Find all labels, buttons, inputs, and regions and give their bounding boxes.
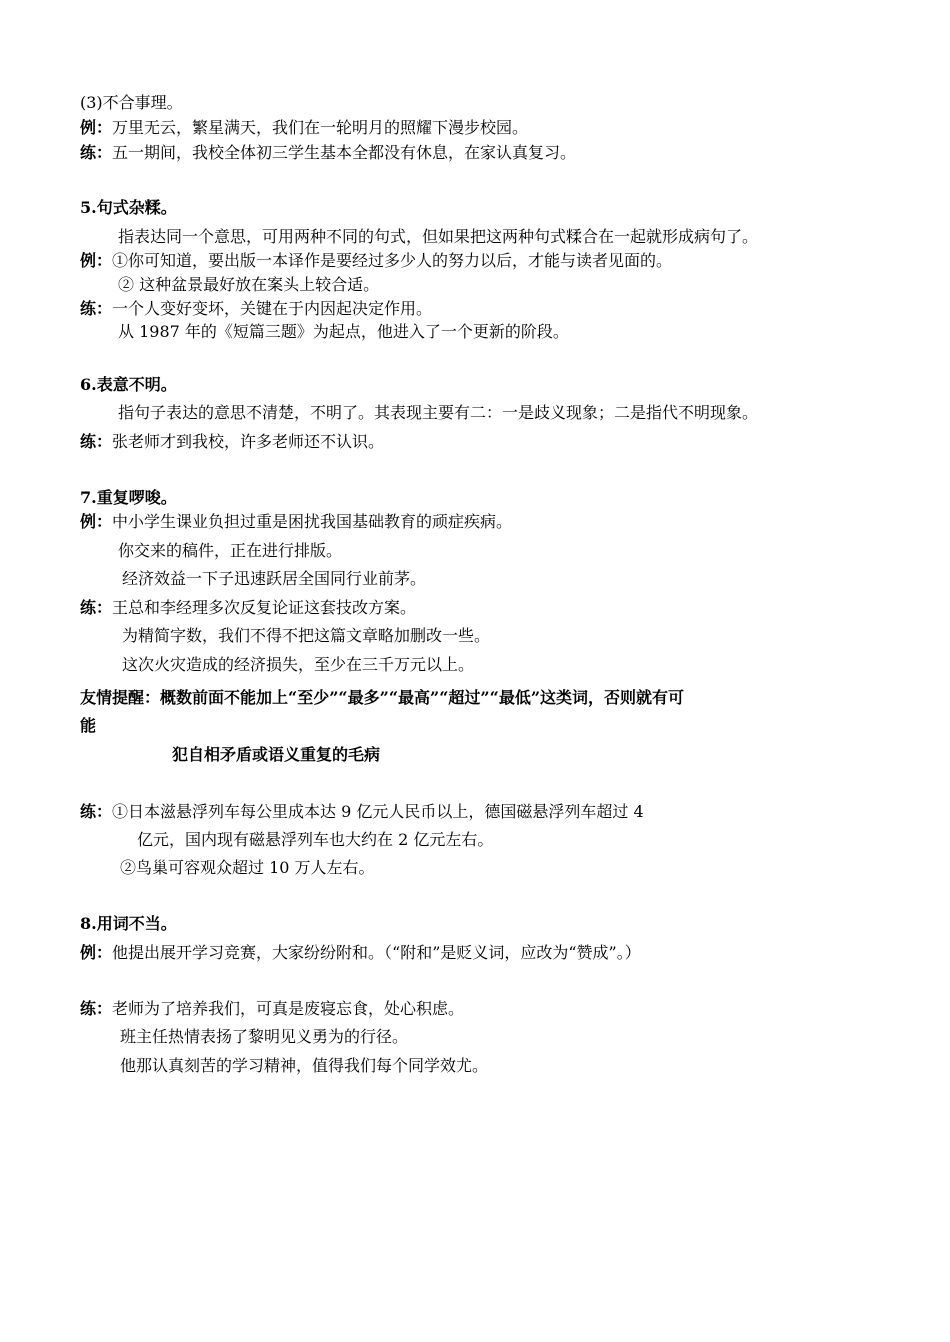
section-8-practice-2: 班主任热情表扬了黎明见义勇为的行径。 bbox=[120, 1027, 409, 1046]
example-text: 他提出展开学习竞赛，大家纷纷附和。（“附和”是贬义词，应改为“赞成”。） bbox=[112, 943, 641, 962]
item-3-heading bbox=[80, 93, 183, 113]
section-6-practice-1 bbox=[80, 432, 384, 452]
example-label: 例： bbox=[80, 118, 113, 137]
section-7-practice-5: ②鸟巢可容观众超过 10 万人左右。 bbox=[120, 858, 375, 877]
practice-text: 张老师才到我校，许多老师还不认识。 bbox=[112, 432, 385, 451]
section-8-practice-3: 他那认真刻苦的学习精神，值得我们每个同学效尤。 bbox=[120, 1056, 489, 1075]
section-5-description: 指表达同一个意思，可用两种不同的句式，但如果把这两种句式糅合在一起就形成病句了。 bbox=[118, 227, 759, 246]
example-label: 例： bbox=[80, 251, 113, 270]
practice-label: 练： bbox=[80, 143, 113, 162]
practice-text: 五一期间，我校全体初三学生基本全都没有休息，在家认真复习。 bbox=[112, 143, 577, 162]
practice-label: 练： bbox=[80, 999, 113, 1018]
section-8-example-1 bbox=[80, 943, 641, 963]
section-5-title: 5.句式杂糅。 bbox=[80, 198, 177, 217]
practice-text: 王总和李经理多次反复论证这套技改方案。 bbox=[112, 598, 417, 617]
example-text: ①你可知道，要出版一本译作是要经过多少人的努力以后，才能与读者见面的。 bbox=[112, 251, 673, 270]
section-7-title: 7.重复啰唆。 bbox=[80, 488, 177, 507]
practice-label: 练： bbox=[80, 802, 113, 821]
section-7-example-2: 你交来的稿件，正在进行排版。 bbox=[118, 541, 343, 560]
practice-label: 练： bbox=[80, 598, 113, 617]
section-6-title: 6.表意不明。 bbox=[80, 375, 177, 394]
example-text: 中小学生课业负担过重是困扰我国基础教育的顽症疾病。 bbox=[112, 512, 513, 531]
section-8-title: 8.用词不当。 bbox=[80, 914, 177, 933]
section-7-example-1 bbox=[80, 512, 512, 532]
section-6-description: 指句子表达的意思不清楚，不明了。其表现主要有二：一是歧义现象；二是指代不明现象。 bbox=[118, 403, 759, 422]
section-7-practice-3: 这次火灾造成的经济损失，至少在三千万元以上。 bbox=[122, 655, 475, 674]
text: (3)不合事理。 bbox=[80, 93, 183, 112]
practice-text: ①日本滋悬浮列车每公里成本达 9 亿元人民币以上，德国磁悬浮列车超过 4 bbox=[112, 802, 644, 821]
practice-line bbox=[80, 143, 576, 163]
example-text: 万里无云，繁星满天，我们在一轮明月的照耀下漫步校园。 bbox=[112, 118, 529, 137]
example-label: 例： bbox=[80, 943, 113, 962]
section-7-practice-1 bbox=[80, 598, 416, 618]
practice-label: 练： bbox=[80, 299, 113, 318]
practice-text: 一个人变好变坏，关键在于内因起决定作用。 bbox=[112, 299, 433, 318]
section-7-practice-2: 为精简字数，我们不得不把这篇文章略加删改一些。 bbox=[122, 626, 491, 645]
example-line bbox=[80, 118, 528, 138]
section-7-practice-4 bbox=[80, 802, 644, 822]
section-7-example-3: 经济效益一下子迅速跃居全国同行业前茅。 bbox=[122, 569, 427, 588]
section-7-practice-4-cont: 亿元，国内现有磁悬浮列车也大约在 2 亿元左右。 bbox=[137, 830, 494, 849]
friendly-tip-line-3: 犯自相矛盾或语义重复的毛病 bbox=[172, 745, 381, 764]
section-5-practice-1 bbox=[80, 299, 432, 319]
practice-label: 练： bbox=[80, 432, 113, 451]
friendly-tip-line-2: 能 bbox=[80, 716, 97, 735]
example-label: 例： bbox=[80, 512, 113, 531]
section-5-example-2: ② 这种盆景最好放在案头上较合适。 bbox=[118, 275, 380, 294]
section-8-practice-1 bbox=[80, 999, 464, 1019]
section-5-practice-2: 从 1987 年的《短篇三题》为起点，他进入了一个更新的阶段。 bbox=[118, 322, 569, 341]
friendly-tip-line-1: 友情提醒：概数前面不能加上“至少”“最多”“最高”“超过”“最低”这类词，否则就有可 bbox=[80, 688, 685, 707]
practice-text: 老师为了培养我们，可真是废寝忘食，处心积虑。 bbox=[112, 999, 465, 1018]
section-5-example-1 bbox=[80, 251, 672, 271]
